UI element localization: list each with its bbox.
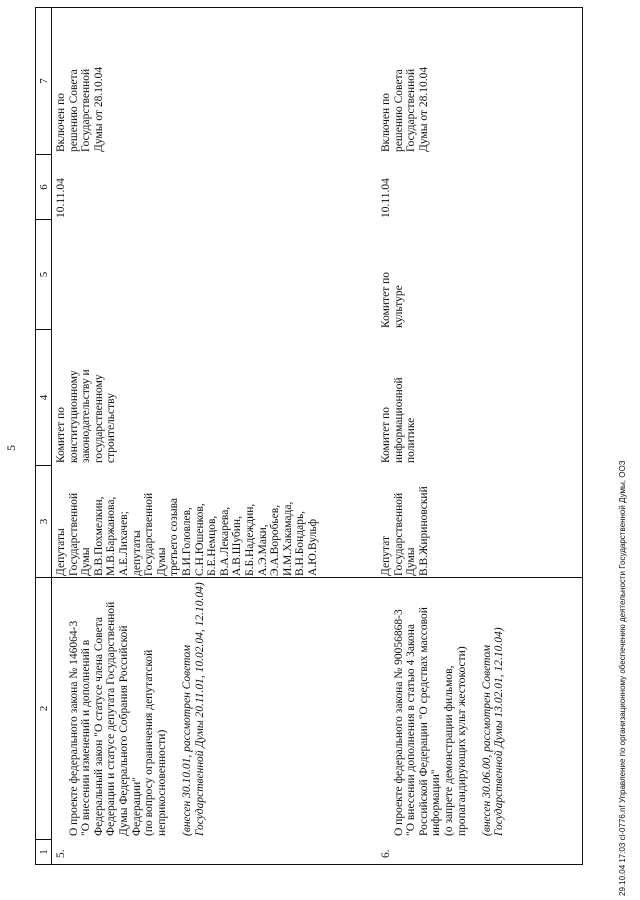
header-col-4: 4 — [38, 394, 50, 401]
bill-body: "О внесении изменений и дополнений в Федеральный закон "О статусе члена Совета Федерации и статусе депутата Государственной Думы Федерального Собрания Российской Федерации" (по вопросу ограничения депутатской неприкосновенности) — [80, 601, 168, 836]
page-number: 5 — [4, 445, 18, 451]
bill-description — [380, 578, 519, 836]
row-number: 5. — [55, 849, 67, 858]
responsible-committee: Комитет по информационной политике — [380, 377, 418, 463]
bill-description — [55, 578, 219, 836]
header-col-7: 7 — [38, 78, 50, 84]
bill-title: О проекте федерального закона № 146064-3 — [67, 620, 80, 836]
review-date: 10.11.04 — [55, 178, 67, 218]
bill-introduction: (внесен 30.06.00, рассмотрен Советом Государственной Думы 13.02.01, 12.10.04) — [480, 627, 506, 836]
header-col-1: 1 — [38, 849, 50, 855]
initiator: Депутаты Государственной Думы В.В.Похмелкин, М.В.Баржанова, А.Е.Лихачев; депутаты Государственной Думы третьего созыва В.И.Головлев, С.Н.Юшенков, Б.Е.Немцов, В.А.Лекарева, А.В.Шубин, Б.Б.Надеждин, А.Э.Маки, Э.А.Воробьев, И.М.Хакамада, В.Н.Бондарь, А.Ю.Вульф — [55, 492, 319, 576]
header-col-5: 5 — [38, 271, 50, 278]
table-bottom-border — [582, 7, 583, 865]
table-top-border — [35, 7, 36, 865]
row-number: 6. — [380, 849, 392, 858]
initiator: Депутат Государственной Думы В.В.Жириновский — [380, 486, 430, 576]
header-bottom-border — [51, 7, 52, 865]
co-committee: Комитет по культуре — [380, 272, 405, 328]
review-date: 10.11.04 — [380, 178, 392, 218]
footer-text: 29.10.04 17:03 cl-0776.nf Управление по организационному обеспечению деятельности Государственной Думы, ООЗ — [618, 460, 627, 896]
note: Включен по решению Совета Государственной Думы от 28.10.04 — [55, 66, 105, 152]
responsible-committee: Комитет по конституционному законодательству и государственному строительству — [55, 369, 118, 463]
bill-introduction: (внесен 30.10.01, рассмотрен Советом Государственной Думы 20.11.01, 10.02.04, 12.10.04) — [180, 582, 206, 836]
col-border-7 — [35, 7, 583, 8]
col-border-0 — [35, 864, 583, 865]
bill-title: О проекте федерального закона № 90056868-3 — [392, 609, 405, 836]
note: Включен по решению Совета Государственной Думы от 28.10.04 — [380, 66, 430, 152]
header-col-3: 3 — [38, 518, 50, 525]
header-col-2: 2 — [38, 705, 50, 712]
bill-body: "О внесении дополнения в статью 4 Закона Российской Федерации "О средствах массовой информации" (о запрете демонстрации фильмов, пропагандирующих культ жестокости) — [405, 607, 468, 836]
header-col-6: 6 — [38, 184, 50, 190]
